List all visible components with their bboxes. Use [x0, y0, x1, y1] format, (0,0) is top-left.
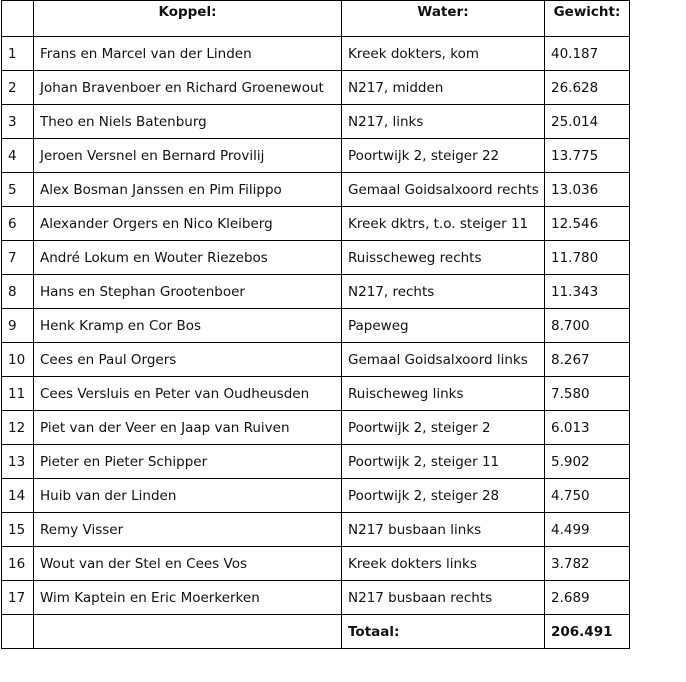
total-name-cell: [34, 615, 342, 649]
table-body: [2, 37, 630, 615]
total-nr-cell: [2, 615, 34, 649]
row-nr: 5: [2, 173, 34, 207]
row-gewicht: 7.580: [545, 377, 630, 411]
row-koppel: Johan Bravenboer en Richard Groenewout: [34, 71, 342, 105]
row-nr: 13: [2, 445, 34, 479]
row-nr: 16: [2, 547, 34, 581]
row-water: N217, midden: [342, 71, 545, 105]
row-nr: 14: [2, 479, 34, 513]
row-water: N217, links: [342, 105, 545, 139]
row-koppel: Piet van der Veer en Jaap van Ruiven: [34, 411, 342, 445]
row-gewicht: 2.689: [545, 581, 630, 615]
table-row: [2, 581, 630, 615]
row-nr: 9: [2, 309, 34, 343]
header-nr: [2, 1, 34, 37]
row-water: Kreek dokters links: [342, 547, 545, 581]
table-row: [2, 71, 630, 105]
table-row: [2, 241, 630, 275]
table-row: [2, 37, 630, 71]
row-gewicht: 5.902: [545, 445, 630, 479]
row-gewicht: 13.036: [545, 173, 630, 207]
row-gewicht: 11.780: [545, 241, 630, 275]
row-water: Poortwijk 2, steiger 2: [342, 411, 545, 445]
row-koppel: Cees Versluis en Peter van Oudheusden: [34, 377, 342, 411]
header-koppel: Koppel:: [34, 1, 342, 37]
table-row: [2, 207, 630, 241]
row-nr: 6: [2, 207, 34, 241]
row-water: Poortwijk 2, steiger 22: [342, 139, 545, 173]
table-row: [2, 275, 630, 309]
row-nr: 1: [2, 37, 34, 71]
table-row: [2, 139, 630, 173]
row-koppel: Hans en Stephan Grootenboer: [34, 275, 342, 309]
row-koppel: André Lokum en Wouter Riezebos: [34, 241, 342, 275]
results-table: [1, 0, 630, 649]
table-row: [2, 411, 630, 445]
row-nr: 11: [2, 377, 34, 411]
row-koppel: Pieter en Pieter Schipper: [34, 445, 342, 479]
table-row: [2, 479, 630, 513]
table-row: [2, 173, 630, 207]
row-koppel: Huib van der Linden: [34, 479, 342, 513]
row-gewicht: 3.782: [545, 547, 630, 581]
row-gewicht: 8.700: [545, 309, 630, 343]
row-water: Poortwijk 2, steiger 11: [342, 445, 545, 479]
row-gewicht: 11.343: [545, 275, 630, 309]
row-koppel: Jeroen Versnel en Bernard Provilij: [34, 139, 342, 173]
row-nr: 8: [2, 275, 34, 309]
row-water: N217 busbaan links: [342, 513, 545, 547]
row-water: Papeweg: [342, 309, 545, 343]
table-row: [2, 343, 630, 377]
row-koppel: Wim Kaptein en Eric Moerkerken: [34, 581, 342, 615]
row-gewicht: 12.546: [545, 207, 630, 241]
row-water: N217 busbaan rechts: [342, 581, 545, 615]
row-gewicht: 8.267: [545, 343, 630, 377]
row-koppel: Alex Bosman Janssen en Pim Filippo: [34, 173, 342, 207]
total-value: 206.491: [545, 615, 630, 649]
total-row: [2, 615, 630, 649]
row-koppel: Cees en Paul Orgers: [34, 343, 342, 377]
row-nr: 7: [2, 241, 34, 275]
total-label: Totaal:: [342, 615, 545, 649]
header-gewicht: Gewicht:: [545, 1, 630, 37]
row-gewicht: 4.750: [545, 479, 630, 513]
row-koppel: Theo en Niels Batenburg: [34, 105, 342, 139]
row-water: Gemaal Goidsalxoord links: [342, 343, 545, 377]
row-nr: 17: [2, 581, 34, 615]
row-water: Poortwijk 2, steiger 28: [342, 479, 545, 513]
table-row: [2, 309, 630, 343]
row-water: Ruisscheweg rechts: [342, 241, 545, 275]
row-koppel: Wout van der Stel en Cees Vos: [34, 547, 342, 581]
row-gewicht: 26.628: [545, 71, 630, 105]
table-row: [2, 513, 630, 547]
row-water: N217, rechts: [342, 275, 545, 309]
row-koppel: Frans en Marcel van der Linden: [34, 37, 342, 71]
row-water: Ruischeweg links: [342, 377, 545, 411]
row-koppel: Henk Kramp en Cor Bos: [34, 309, 342, 343]
row-nr: 12: [2, 411, 34, 445]
row-gewicht: 40.187: [545, 37, 630, 71]
row-nr: 15: [2, 513, 34, 547]
table-row: [2, 377, 630, 411]
row-koppel: Alexander Orgers en Nico Kleiberg: [34, 207, 342, 241]
row-gewicht: 13.775: [545, 139, 630, 173]
row-nr: 2: [2, 71, 34, 105]
row-gewicht: 6.013: [545, 411, 630, 445]
header-water: Water:: [342, 1, 545, 37]
header-row: [2, 1, 630, 37]
row-gewicht: 4.499: [545, 513, 630, 547]
row-water: Gemaal Goidsalxoord rechts: [342, 173, 545, 207]
row-koppel: Remy Visser: [34, 513, 342, 547]
row-nr: 3: [2, 105, 34, 139]
row-gewicht: 25.014: [545, 105, 630, 139]
row-nr: 4: [2, 139, 34, 173]
table-row: [2, 445, 630, 479]
row-water: Kreek dokters, kom: [342, 37, 545, 71]
row-nr: 10: [2, 343, 34, 377]
table-row: [2, 547, 630, 581]
row-water: Kreek dktrs, t.o. steiger 11: [342, 207, 545, 241]
table-row: [2, 105, 630, 139]
